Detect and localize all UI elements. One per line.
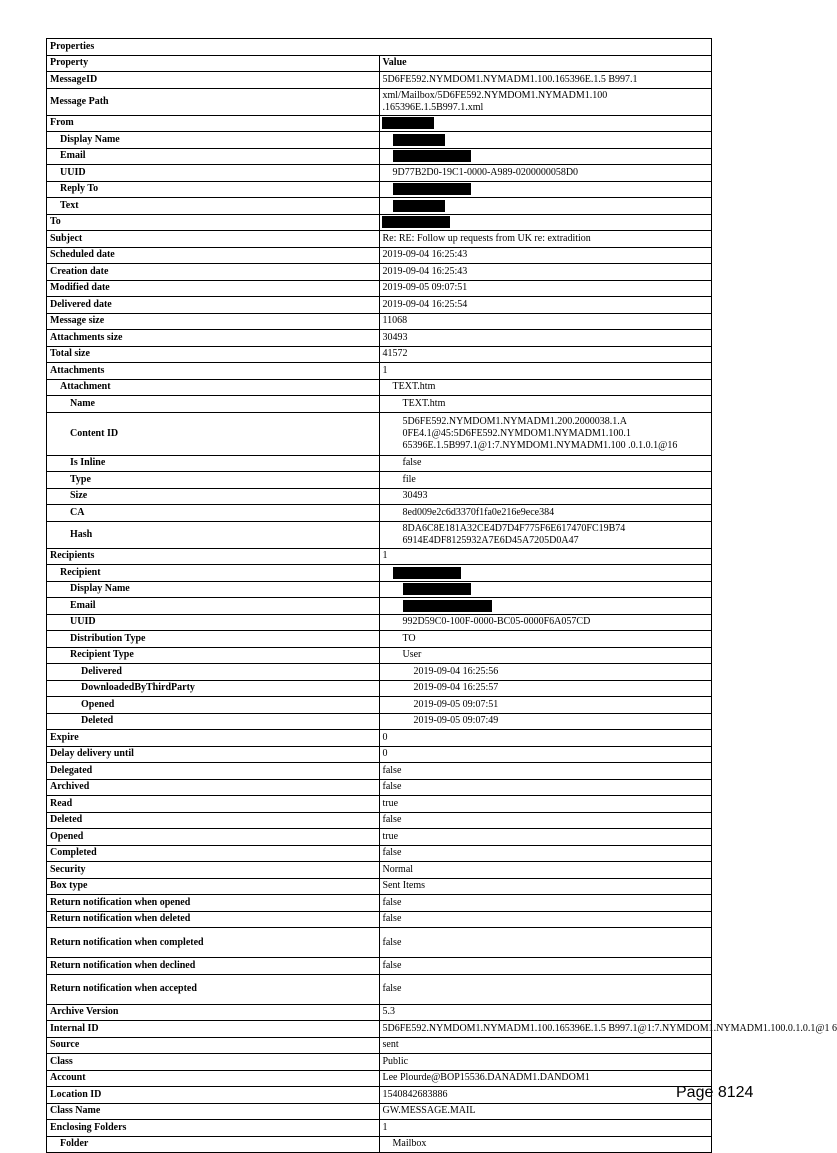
property-value: 2019-09-05 09:07:49 bbox=[379, 713, 712, 730]
table-row bbox=[47, 412, 712, 455]
table-row bbox=[47, 1054, 712, 1071]
property-label: Subject bbox=[47, 231, 380, 248]
property-label: Return notification when deleted bbox=[47, 911, 380, 928]
property-label: Message Path bbox=[47, 88, 380, 115]
table-row bbox=[47, 505, 712, 522]
table-row bbox=[47, 895, 712, 912]
table-row bbox=[47, 631, 712, 648]
table-row bbox=[47, 396, 712, 413]
property-value: Lee Plourde@BOP15536.DANADM1.DANDOM1 bbox=[379, 1070, 712, 1087]
property-value bbox=[379, 198, 712, 215]
property-value: TO bbox=[379, 631, 712, 648]
table-row bbox=[47, 730, 712, 747]
table-row bbox=[47, 829, 712, 846]
property-value: false bbox=[379, 958, 712, 975]
property-value: 30493 bbox=[379, 488, 712, 505]
table-row bbox=[47, 845, 712, 862]
content-id-line: 65396E.1.5B997.1@1:7.NYMDOM1.NYMADM1.100 .0.1.0.1@16 bbox=[402, 439, 678, 451]
property-value: false bbox=[379, 928, 712, 958]
property-label: Source bbox=[47, 1037, 380, 1054]
property-label: Email bbox=[47, 148, 380, 165]
table-row bbox=[47, 746, 712, 763]
table-row bbox=[47, 165, 712, 182]
table-row bbox=[47, 812, 712, 829]
property-label: Delegated bbox=[47, 763, 380, 780]
redaction-block bbox=[403, 600, 492, 612]
table-row bbox=[47, 330, 712, 347]
table-row bbox=[47, 363, 712, 380]
property-value bbox=[379, 565, 712, 582]
property-label: Archive Version bbox=[47, 1004, 380, 1021]
property-label: Email bbox=[47, 598, 380, 615]
table-row bbox=[47, 297, 712, 314]
property-label: CA bbox=[47, 505, 380, 522]
table-row bbox=[47, 928, 712, 958]
property-label: Name bbox=[47, 396, 380, 413]
table-row bbox=[47, 763, 712, 780]
property-label: To bbox=[47, 214, 380, 231]
property-value: 1 bbox=[379, 1120, 712, 1137]
property-value: false bbox=[379, 763, 712, 780]
property-label: Return notification when declined bbox=[47, 958, 380, 975]
property-label: Display Name bbox=[47, 581, 380, 598]
property-value: 2019-09-05 09:07:51 bbox=[379, 697, 712, 714]
redaction-block bbox=[382, 117, 434, 129]
redaction-block bbox=[382, 216, 450, 228]
property-value: 1 bbox=[379, 548, 712, 565]
table-row bbox=[47, 455, 712, 472]
table-row bbox=[47, 779, 712, 796]
property-value: 2019-09-04 16:25:54 bbox=[379, 297, 712, 314]
redaction-block bbox=[393, 567, 461, 579]
property-value: 0 bbox=[379, 730, 712, 747]
table-row bbox=[47, 713, 712, 730]
table-row bbox=[47, 911, 712, 928]
table-row bbox=[47, 1004, 712, 1021]
table-row bbox=[47, 472, 712, 489]
table-row bbox=[47, 88, 712, 115]
property-label: Delivered date bbox=[47, 297, 380, 314]
table-row bbox=[47, 1087, 712, 1104]
property-value: true bbox=[379, 829, 712, 846]
property-value bbox=[379, 214, 712, 231]
property-label: UUID bbox=[47, 614, 380, 631]
property-value: 992D59C0-100F-0000-BC05-0000F6A057CD bbox=[379, 614, 712, 631]
table-row bbox=[47, 379, 712, 396]
header-row bbox=[47, 55, 712, 72]
property-label: Deleted bbox=[47, 812, 380, 829]
property-value bbox=[379, 115, 712, 132]
property-value bbox=[379, 181, 712, 198]
property-label: Text bbox=[47, 198, 380, 215]
table-row bbox=[47, 958, 712, 975]
property-label: Attachment bbox=[47, 379, 380, 396]
table-row bbox=[47, 247, 712, 264]
property-label: Enclosing Folders bbox=[47, 1120, 380, 1137]
table-row bbox=[47, 148, 712, 165]
table-row bbox=[47, 697, 712, 714]
property-label: Modified date bbox=[47, 280, 380, 297]
table-row bbox=[47, 181, 712, 198]
table-row bbox=[47, 346, 712, 363]
property-value: 8DA6C8E181A32CE4D7D4F775F6E617470FC19B74 6914E4DF8125932A7E6D45A7205D0A47 bbox=[379, 521, 712, 548]
table-row bbox=[47, 1120, 712, 1137]
table-row bbox=[47, 647, 712, 664]
table-row bbox=[47, 1021, 712, 1038]
property-value: 1 bbox=[379, 363, 712, 380]
property-value: 5.3 bbox=[379, 1004, 712, 1021]
table-row bbox=[47, 614, 712, 631]
property-value: Normal bbox=[379, 862, 712, 879]
property-label: Account bbox=[47, 1070, 380, 1087]
property-value: false bbox=[379, 812, 712, 829]
property-value: 2019-09-05 09:07:51 bbox=[379, 280, 712, 297]
property-label: From bbox=[47, 115, 380, 132]
table-row bbox=[47, 581, 712, 598]
table-row bbox=[47, 548, 712, 565]
table-title-row bbox=[47, 39, 712, 56]
table-row bbox=[47, 664, 712, 681]
property-value: 9D77B2D0-19C1-0000-A989-0200000058D0 bbox=[379, 165, 712, 182]
property-value: 41572 bbox=[379, 346, 712, 363]
property-value: false bbox=[379, 974, 712, 1004]
property-label: Folder bbox=[47, 1136, 380, 1153]
property-label: Opened bbox=[47, 697, 380, 714]
property-value: file bbox=[379, 472, 712, 489]
property-value: sent bbox=[379, 1037, 712, 1054]
property-value: 1540842683886 bbox=[379, 1087, 712, 1104]
table-row bbox=[47, 1037, 712, 1054]
table-row bbox=[47, 680, 712, 697]
table-row bbox=[47, 198, 712, 215]
table-row bbox=[47, 280, 712, 297]
table-row bbox=[47, 878, 712, 895]
property-value: false bbox=[379, 895, 712, 912]
property-value bbox=[379, 581, 712, 598]
redaction-block bbox=[393, 150, 471, 162]
property-label: Total size bbox=[47, 346, 380, 363]
property-label: Is Inline bbox=[47, 455, 380, 472]
property-value bbox=[379, 132, 712, 149]
property-value: 8ed009e2c6d3370f1fa0e216e9ece384 bbox=[379, 505, 712, 522]
property-label: MessageID bbox=[47, 72, 380, 89]
property-value: false bbox=[379, 911, 712, 928]
property-value: 5D6FE592.NYMDOM1.NYMADM1.100.165396E.1.5 B997.1 bbox=[379, 72, 712, 89]
property-label: Delay delivery until bbox=[47, 746, 380, 763]
page-number: Page 8124 bbox=[676, 1084, 754, 1101]
property-label: Recipient bbox=[47, 565, 380, 582]
redaction-block bbox=[393, 183, 471, 195]
property-label: Location ID bbox=[47, 1087, 380, 1104]
table-row bbox=[47, 1070, 712, 1087]
table-row bbox=[47, 1103, 712, 1120]
table-row bbox=[47, 521, 712, 548]
property-label: Display Name bbox=[47, 132, 380, 149]
property-label: Read bbox=[47, 796, 380, 813]
property-label: Delivered bbox=[47, 664, 380, 681]
property-label: DownloadedByThirdParty bbox=[47, 680, 380, 697]
content-id-line: 0FE4.1@45:5D6FE592.NYMDOM1.NYMADM1.100.1 bbox=[402, 427, 631, 439]
property-value: TEXT.htm bbox=[379, 396, 712, 413]
property-label: Attachments size bbox=[47, 330, 380, 347]
table-row bbox=[47, 214, 712, 231]
table-row bbox=[47, 598, 712, 615]
table-title: Properties bbox=[47, 39, 712, 56]
property-label: Hash bbox=[47, 521, 380, 548]
property-value: Public bbox=[379, 1054, 712, 1071]
property-value: true bbox=[379, 796, 712, 813]
property-value: 2019-09-04 16:25:56 bbox=[379, 664, 712, 681]
property-value: User bbox=[379, 647, 712, 664]
property-label: Internal ID bbox=[47, 1021, 380, 1038]
property-label: UUID bbox=[47, 165, 380, 182]
table-row bbox=[47, 796, 712, 813]
property-value: TEXT.htm bbox=[379, 379, 712, 396]
property-value: 11068 bbox=[379, 313, 712, 330]
table-row bbox=[47, 862, 712, 879]
property-label: Recipients bbox=[47, 548, 380, 565]
property-value: false bbox=[379, 779, 712, 796]
table-row bbox=[47, 264, 712, 281]
property-label: Return notification when accepted bbox=[47, 974, 380, 1004]
table-row bbox=[47, 231, 712, 248]
property-label: Creation date bbox=[47, 264, 380, 281]
redaction-block bbox=[393, 200, 445, 212]
header-value: Value bbox=[379, 55, 712, 72]
property-label: Distribution Type bbox=[47, 631, 380, 648]
property-label: Completed bbox=[47, 845, 380, 862]
property-label: Type bbox=[47, 472, 380, 489]
property-value: 2019-09-04 16:25:43 bbox=[379, 264, 712, 281]
property-label: Content ID bbox=[47, 412, 380, 455]
property-value: GW.MESSAGE.MAIL bbox=[379, 1103, 712, 1120]
table-row bbox=[47, 488, 712, 505]
table-row bbox=[47, 132, 712, 149]
property-label: Opened bbox=[47, 829, 380, 846]
property-value: 30493 bbox=[379, 330, 712, 347]
property-label: Archived bbox=[47, 779, 380, 796]
property-label: Reply To bbox=[47, 181, 380, 198]
property-label: Size bbox=[47, 488, 380, 505]
property-value: 2019-09-04 16:25:57 bbox=[379, 680, 712, 697]
property-label: Return notification when completed bbox=[47, 928, 380, 958]
header-property: Property bbox=[47, 55, 380, 72]
property-value: Re: RE: Follow up requests from UK re: extradition bbox=[379, 231, 712, 248]
property-label: Scheduled date bbox=[47, 247, 380, 264]
property-value: false bbox=[379, 845, 712, 862]
content-id-line: 5D6FE592.NYMDOM1.NYMADM1.200.2000038.1.A bbox=[402, 415, 627, 427]
property-label: Security bbox=[47, 862, 380, 879]
property-value bbox=[379, 148, 712, 165]
property-label: Class bbox=[47, 1054, 380, 1071]
property-value: Mailbox bbox=[379, 1136, 712, 1153]
redaction-block bbox=[403, 583, 471, 595]
property-label: Deleted bbox=[47, 713, 380, 730]
redaction-block bbox=[393, 134, 445, 146]
property-label: Expire bbox=[47, 730, 380, 747]
property-value bbox=[379, 598, 712, 615]
property-value: 0 bbox=[379, 746, 712, 763]
property-value: 5D6FE592.NYMDOM1.NYMADM1.100.165396E.1.5 B997.1@1:7.NYMDOM1.NYMADM1.100.0.1.0.1@1 6 bbox=[379, 1021, 712, 1038]
property-value: xml/Mailbox/5D6FE592.NYMDOM1.NYMADM1.100 .165396E.1.5B997.1.xml bbox=[379, 88, 712, 115]
table-row bbox=[47, 974, 712, 1004]
table-row bbox=[47, 565, 712, 582]
property-label: Class Name bbox=[47, 1103, 380, 1120]
property-value bbox=[379, 412, 712, 455]
property-label: Attachments bbox=[47, 363, 380, 380]
table-row bbox=[47, 313, 712, 330]
table-row bbox=[47, 1136, 712, 1153]
property-label: Box type bbox=[47, 878, 380, 895]
property-value: Sent Items bbox=[379, 878, 712, 895]
property-value: false bbox=[379, 455, 712, 472]
property-value: 2019-09-04 16:25:43 bbox=[379, 247, 712, 264]
property-label: Recipient Type bbox=[47, 647, 380, 664]
property-label: Return notification when opened bbox=[47, 895, 380, 912]
table-row bbox=[47, 72, 712, 89]
table-row bbox=[47, 115, 712, 132]
property-label: Message size bbox=[47, 313, 380, 330]
